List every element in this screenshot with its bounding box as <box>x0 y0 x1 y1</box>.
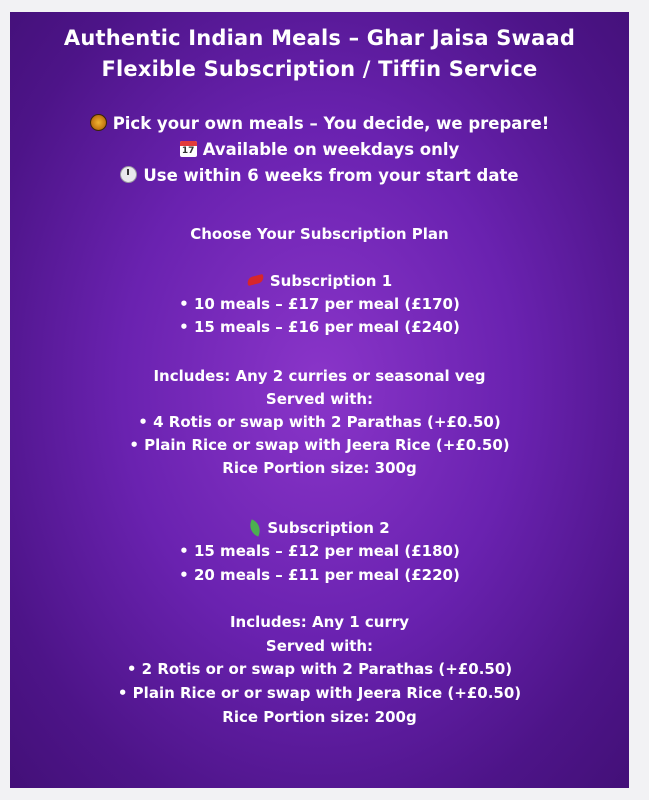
plan2-portion: Rice Portion size: 200g <box>222 708 417 726</box>
plan2-item-rice: • Plain Rice or or swap with Jeera Rice (+£0.50) <box>117 684 522 702</box>
plan1-portion: Rice Portion size: 300g <box>222 459 417 477</box>
plan1-option-10: • 10 meals – £17 per meal (£170) <box>179 295 460 313</box>
subscription-flyer <box>10 12 629 788</box>
plans-heading: Choose Your Subscription Plan <box>190 225 449 243</box>
plan2-includes: Includes: Any 1 curry <box>229 613 410 631</box>
plan1-option-15: • 15 meals – £16 per meal (£240) <box>179 318 460 336</box>
herb-icon <box>247 519 263 536</box>
calendar-icon <box>180 141 197 157</box>
plan2-title <box>10 519 629 537</box>
plan1-includes: Includes: Any 2 curries or seasonal veg <box>153 367 486 385</box>
chili-icon <box>246 274 264 286</box>
plan1-title-text: Subscription 1 <box>269 272 393 290</box>
plan1-title <box>10 272 629 290</box>
meal-icon <box>90 114 107 131</box>
plan1-item-rotis: • 4 Rotis or swap with 2 Parathas (+£0.50) <box>138 413 501 431</box>
intro-line-validity <box>10 166 629 185</box>
intro-line-weekdays <box>10 140 629 159</box>
intro-meals-text: Pick your own meals – You decide, we prepare! <box>112 114 550 133</box>
plan2-option-15: • 15 meals – £12 per meal (£180) <box>179 542 460 560</box>
plan1-served-with: Served with: <box>265 390 374 408</box>
flyer-title-line1: Authentic Indian Meals – Ghar Jaisa Swaad <box>63 26 576 50</box>
clock-icon <box>120 166 137 183</box>
intro-line-meals <box>10 114 629 133</box>
plan2-option-20: • 20 meals – £11 per meal (£220) <box>179 566 460 584</box>
flyer-title-line2: Flexible Subscription / Tiffin Service <box>101 57 538 81</box>
plan2-item-rotis: • 2 Rotis or or swap with 2 Parathas (+£0.50) <box>126 660 513 678</box>
intro-weekdays-text: Available on weekdays only <box>202 140 460 159</box>
intro-validity-text: Use within 6 weeks from your start date <box>143 166 519 185</box>
plan1-item-rice: • Plain Rice or swap with Jeera Rice (+£0.50) <box>129 436 510 454</box>
plan2-title-text: Subscription 2 <box>267 519 390 537</box>
plan2-served-with: Served with: <box>265 637 374 655</box>
